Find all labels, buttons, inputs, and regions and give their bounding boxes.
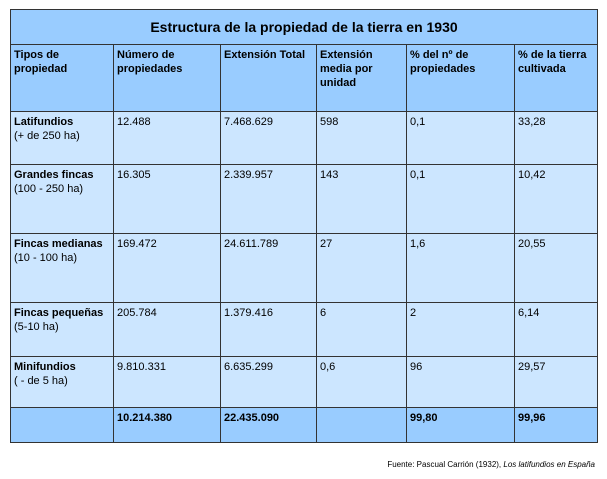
property-structure-table-container	[10, 9, 597, 443]
total-label-cell	[11, 408, 114, 443]
source-work: Los latifundios en España	[503, 460, 595, 469]
cell-pct-tierra: 33,28	[515, 112, 598, 165]
table-row	[11, 165, 598, 234]
cell-pct-propiedades: 96	[407, 357, 515, 408]
cell-tipo	[11, 234, 114, 303]
cell-media: 6	[317, 303, 407, 357]
rango-label: ( - de 5 ha)	[14, 375, 68, 387]
cell-media: 598	[317, 112, 407, 165]
header-extension: Extensión Total	[221, 45, 317, 112]
tipo-label: Fincas pequeñas	[14, 307, 104, 319]
cell-extension: 1.379.416	[221, 303, 317, 357]
cell-pct-propiedades: 0,1	[407, 112, 515, 165]
cell-numero: 12.488	[114, 112, 221, 165]
table-title: Estructura de la propiedad de la tierra en 1930	[11, 10, 598, 45]
tipo-label: Fincas medianas	[14, 238, 103, 250]
cell-media: 27	[317, 234, 407, 303]
cell-extension: 7.468.629	[221, 112, 317, 165]
cell-numero: 205.784	[114, 303, 221, 357]
header-numero: Número de propiedades	[114, 45, 221, 112]
cell-numero: 9.810.331	[114, 357, 221, 408]
cell-numero: 16.305	[114, 165, 221, 234]
total-numero: 10.214.380	[114, 408, 221, 443]
cell-pct-propiedades: 0,1	[407, 165, 515, 234]
cell-pct-tierra: 6,14	[515, 303, 598, 357]
cell-pct-propiedades: 1,6	[407, 234, 515, 303]
cell-numero: 169.472	[114, 234, 221, 303]
header-media: Extensión media por unidad	[317, 45, 407, 112]
property-structure-table	[10, 9, 598, 443]
cell-media: 143	[317, 165, 407, 234]
cell-pct-tierra: 10,42	[515, 165, 598, 234]
table-row	[11, 357, 598, 408]
cell-extension: 6.635.299	[221, 357, 317, 408]
cell-pct-tierra: 29,57	[515, 357, 598, 408]
rango-label: (10 - 100 ha)	[14, 252, 77, 264]
total-pct-tierra: 99,96	[515, 408, 598, 443]
cell-tipo	[11, 303, 114, 357]
header-tipos: Tipos de propiedad	[11, 45, 114, 112]
cell-tipo	[11, 357, 114, 408]
cell-tipo	[11, 165, 114, 234]
cell-media: 0,6	[317, 357, 407, 408]
source-prefix: Fuente: Pascual Carrión (1932),	[387, 460, 504, 469]
total-extension: 22.435.090	[221, 408, 317, 443]
source-note	[387, 460, 595, 469]
rango-label: (+ de 250 ha)	[14, 130, 80, 142]
cell-pct-propiedades: 2	[407, 303, 515, 357]
rango-label: (5-10 ha)	[14, 321, 59, 333]
totals-row	[11, 408, 598, 443]
table-row	[11, 303, 598, 357]
total-pct-propiedades: 99,80	[407, 408, 515, 443]
tipo-label: Latifundios	[14, 116, 74, 128]
tipo-label: Grandes fincas	[14, 169, 94, 181]
rango-label: (100 - 250 ha)	[14, 183, 84, 195]
table-row	[11, 112, 598, 165]
cell-extension: 24.611.789	[221, 234, 317, 303]
table-row	[11, 234, 598, 303]
cell-tipo	[11, 112, 114, 165]
header-pct-tierra: % de la tierra cultivada	[515, 45, 598, 112]
cell-extension: 2.339.957	[221, 165, 317, 234]
header-pct-propiedades: % del nº de propiedades	[407, 45, 515, 112]
cell-pct-tierra: 20,55	[515, 234, 598, 303]
total-media	[317, 408, 407, 443]
tipo-label: Minifundios	[14, 361, 76, 373]
